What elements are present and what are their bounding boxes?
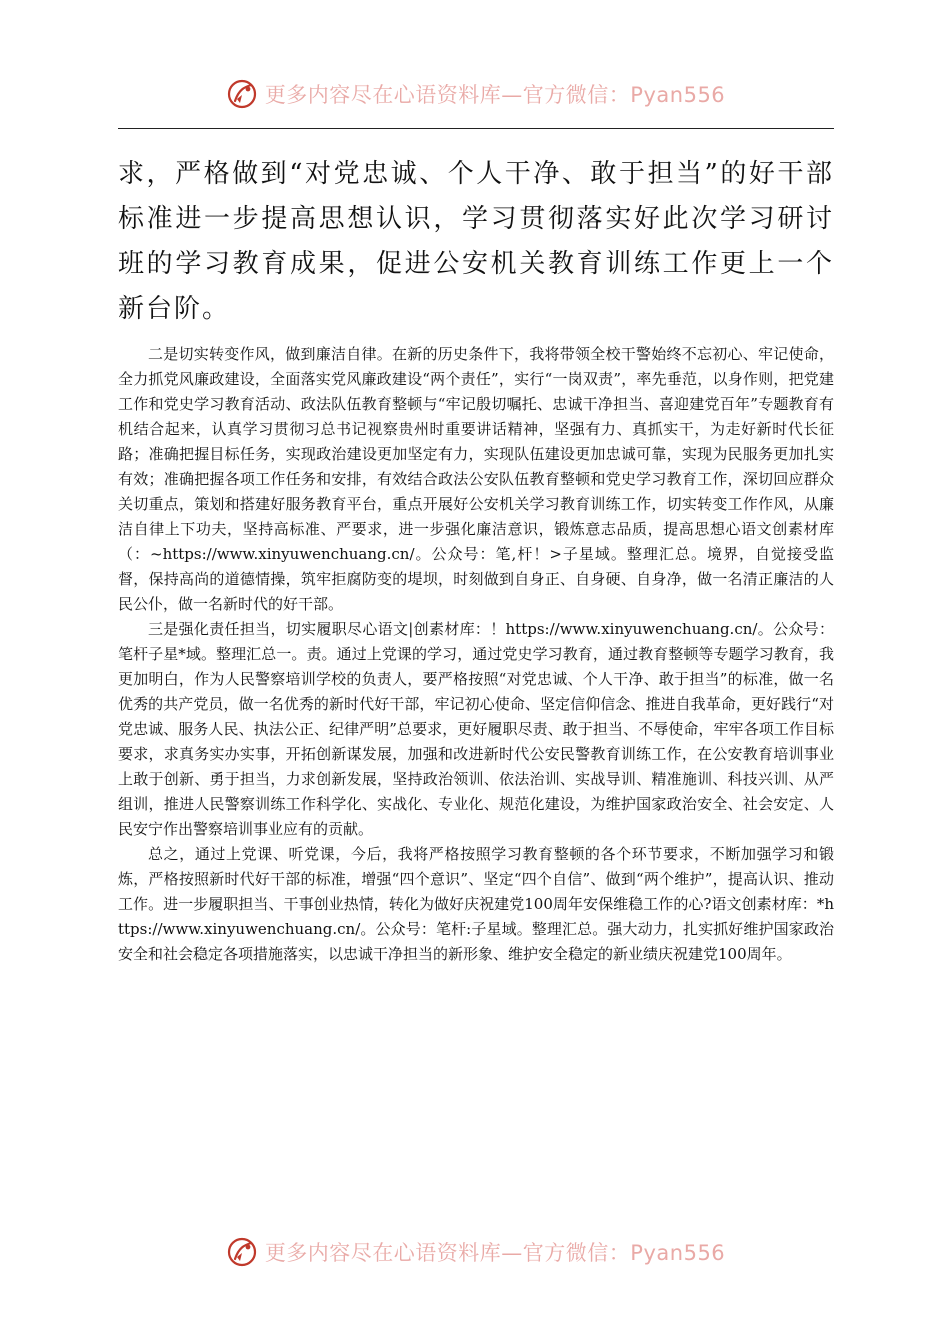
header-divider bbox=[118, 128, 834, 129]
header-banner-text: 更多内容尽在心语资料库—官方微信：Pyan556 bbox=[264, 83, 726, 107]
paragraph-conclusion: 总之，通过上党课、听党课，今后，我将严格按照学习教育整顿的各个环节要求，不断加强学习和锻炼，严格按照新时代好干部的标准，增强“四个意识”、坚定“四个自信”、做到“两个维护”，提高认识、推动工作。进一步履职担当、干事创业热情，转化为做好庆祝建党100周年安保维稳工作的心?语文创素材库：*https://www.xinyuwenchuang.cn/。公众号：笔杆:子星域。整理汇总。强大动力，扎实抓好维护国家政治安全和社会稳定各项措施落实，以忠诚干净担当的新形象、维护安全稳定的新业绩庆祝建党100周年。 bbox=[118, 845, 834, 963]
paragraph-responsibility: 三是强化责任担当，切实履职尽心语文|创素材库：！https://www.xinyuwenchuang.cn/。公众号：笔杆子星*域。整理汇总一。责。通过上党课的学习，通过党史学习教育，通过教育整顿等专题学习教育，我更加明白，作为人民警察培训学校的负责人，要严格按照“对党忠诚、个人干净、敢于担当”的标准，做一名优秀的共产党员，做一名优秀的新时代好干部，牢记初心使命、坚定信仰信念、推进自我革命，更好践行“对党忠诚、服务人民、执法公正、纪律严明”总要求，更好履职尽责、敢于担当、不辱使命，牢牢各项工作目标要求，求真务实办实事，开拓创新谋发展，加强和改进新时代公安民警教育训练工作，在公安教育培训事业上敢于创新、勇于担当，力求创新发展，坚持政治领训、依法治训、实战导训、精准施训、科技兴训、从严组训，推进人民警察训练工作科学化、实战化、专业化、规范化建设，为维护国家政治安全、社会安定、人民安宁作出警察培训事业应有的贡献。 bbox=[118, 620, 834, 838]
document-body bbox=[118, 152, 834, 967]
body-paragraphs bbox=[118, 342, 834, 967]
footer-banner-text: 更多内容尽在心语资料库—官方微信：Pyan556 bbox=[264, 1241, 726, 1265]
header-brand[interactable] bbox=[225, 77, 725, 111]
lead-paragraph: 求，严格做到“对党忠诚、个人干净、敢于担当”的好干部标准进一步提高思想认识，学习贯彻落实好此次学习研讨班的学习教育成果，促进公安机关教育训练工作更上一个新台阶。 bbox=[118, 159, 834, 324]
footer-brand[interactable] bbox=[225, 1235, 725, 1269]
page-header bbox=[0, 72, 950, 116]
page-footer bbox=[0, 1230, 950, 1274]
brand-logo-icon bbox=[225, 77, 259, 111]
brand-logo-icon bbox=[225, 1235, 259, 1269]
paragraph-work-style: 二是切实转变作风，做到廉洁自律。在新的历史条件下，我将带领全校干警始终不忘初心、牢记使命，全力抓党风廉政建设，全面落实党风廉政建设“两个责任”，实行“一岗双责”，率先垂范，以身作则，把党建工作和党史学习教育活动、政法队伍教育整顿与“牢记殷切嘱托、忠诚干净担当、喜迎建党百年”专题教育有机结合起来，认真学习贯彻习总书记视察贵州时重要讲话精神，坚强有力、真抓实干，为走好新时代长征路；准确把握目标任务，实现政治建设更加坚定有力，实现队伍建设更加忠诚可靠，实现为民服务更加扎实有效；准确把握各项工作任务和安排，有效结合政法公安队伍教育整顿和党史学习教育工作，深切回应群众关切重点，策划和搭建好服务教育平台，重点开展好公安机关学习教育训练工作，切实转变工作作风，从廉洁自律上下功夫，坚持高标准、严要求，进一步强化廉洁意识，锻炼意志品质，提高思想心语文创素材库（：~https://www.xinyuwenchuang.cn/。公众号：笔,杆！>子星域。整理汇总。境界，自觉接受监督，保持高尚的道德情操，筑牢拒腐防变的堤坝，时刻做到自身正、自身硬、自身净，做一名清正廉洁的人民公仆，做一名新时代的好干部。 bbox=[118, 345, 834, 613]
